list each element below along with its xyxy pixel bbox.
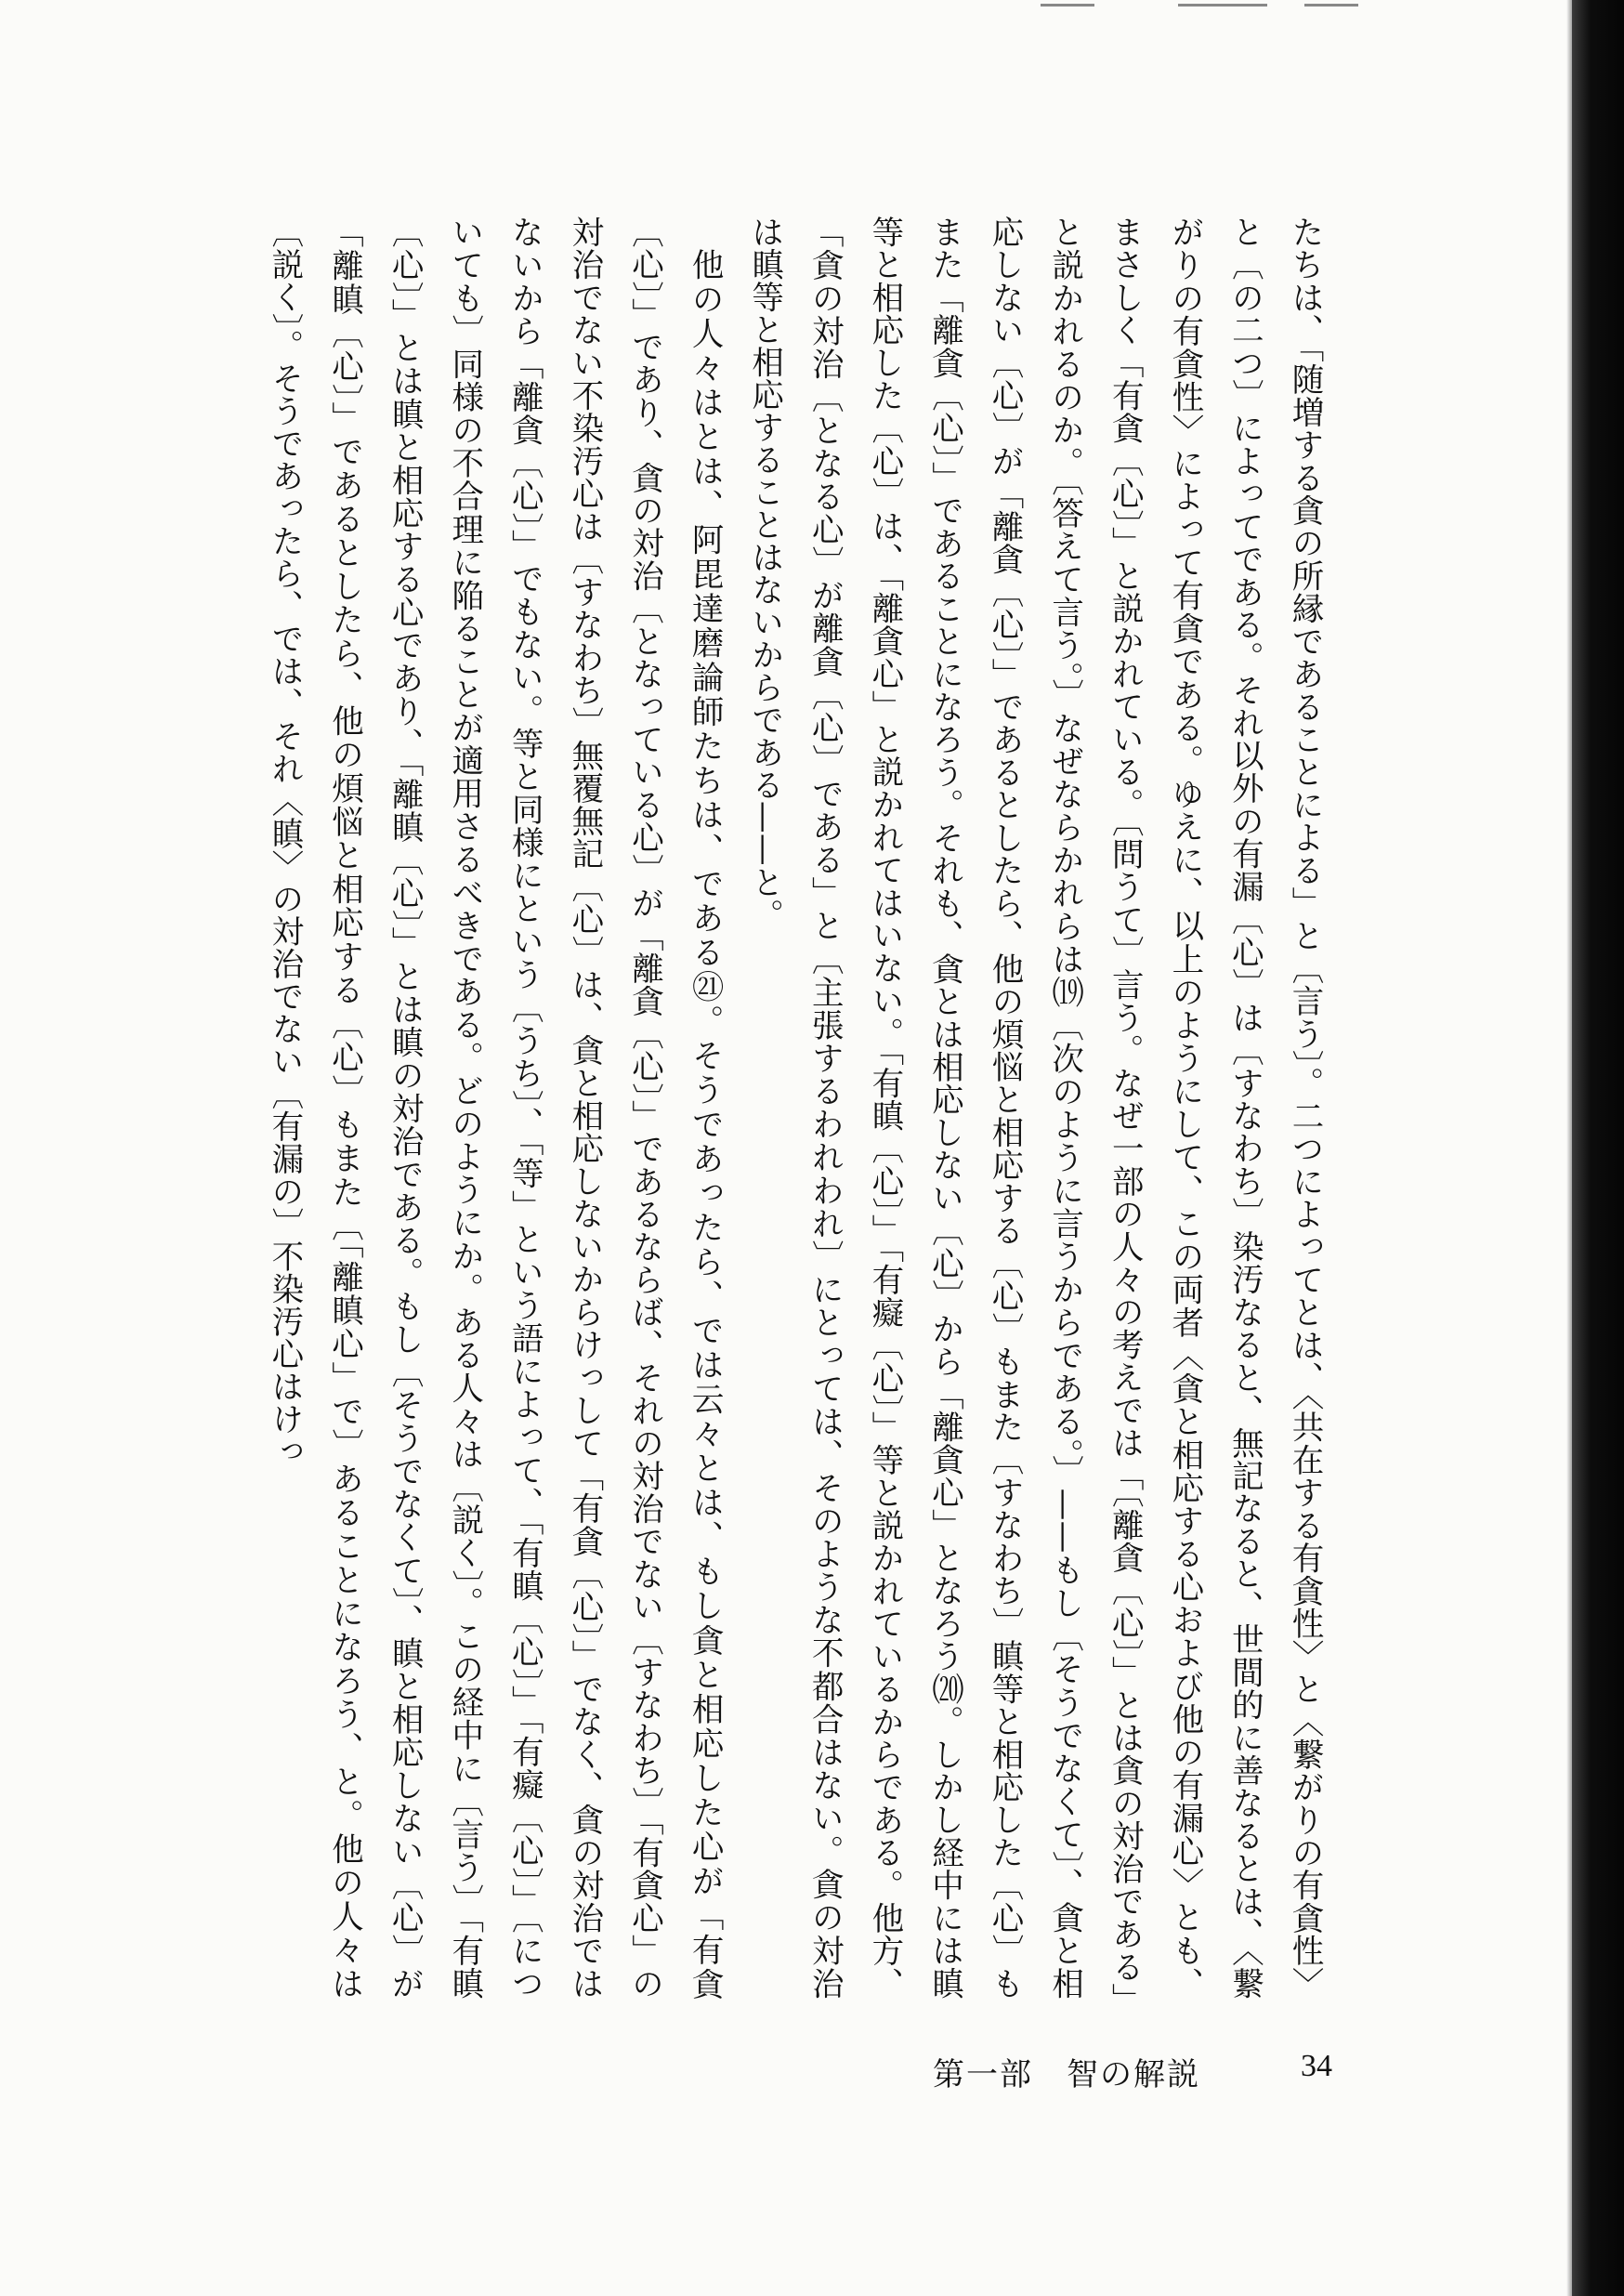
page-footer [933, 2049, 1332, 2093]
vertical-body-text [108, 216, 1334, 2000]
running-title: 第一部 智の解説 [933, 2056, 1200, 2093]
paragraph: 他の人々はとは、阿毘達磨論師たちは、である㉑。そうであったら、では云々とは、もし貪と相応した心が「有貪〔心〕」であり、貪の対治〔となっている心〕が「離貪〔心〕」であるならば、それの対治でない〔すなわち〕「有貪心」の対治でない不染汚心は〔すなわち〕無覆無記〔心〕は、貪と相応しないからけっして「有貪〔心〕」でなく、貪の対治ではないから「離貪〔心〕」でもない。等と同様にという〔うち〕、「等」という語によって、「有瞋〔心〕」「有癡〔心〕」〔についても〕同様の不合理に陥ることが適用さるべきである。どのようにか。ある人々は〔説く〕。この経中に〔言う〕「有瞋〔心〕」とは瞋と相応する心であり、「離瞋〔心〕」とは瞋の対治である。もし〔そうでなくて〕、瞋と相応しない〔心〕が「離瞋〔心〕」であるとしたら、他の煩悩と相応する〔心〕もまた〔「離瞋心」で〕あることになろう、と。他の人々は〔説く〕。そうであったら、では、それ〈瞋〉の対治でない〔有漏の〕不染汚心はけっ [265, 216, 724, 2000]
scan-mark [1178, 4, 1267, 7]
scan-mark [1041, 4, 1094, 7]
book-binding-edge [1572, 0, 1624, 2296]
paragraph: たちは、「随増する貪の所縁であることによる」と〔言う〕。二つによってとは、〈共在する有貪性〉と〈繋がりの有貪性〉と〔の二つ〕によってである。それ以外の有漏〔心〕は〔すなわち〕染汚なると、無記なると、世間的に善なるとは、〈繋がりの有貪性〉によって有貪である。ゆえに、以上のようにして、この両者〈貪と相応する心および他の有漏心〉とも、まさしく「有貪〔心〕」と説かれている。〔問うて〕言う。なぜ一部の人々の考えでは「〔離貪〔心〕」とは貪の対治である」と説かれるのか。〔答えて言う。〕なぜならかれらは⒆〔次のように言うからである。〕——もし〔そうでなくて〕、貪と相応しない〔心〕が「離貪〔心〕」であるとしたら、他の煩悩と相応する〔心〕もまた〔すなわち〕瞋等と相応した〔心〕もまた「離貪〔心〕」であることになろう。それも、貪とは相応しない〔心〕から「離貪心」となろう⒇。しかし経中には瞋等と相応した〔心〕は、「離貪心」と説かれてはいない。「有瞋〔心〕」「有癡〔心〕」等と説かれているからである。他方、「貪の対治〔となる心〕が離貪〔心〕である」と〔主張するわれわれ〕にとっては、そのような不都合はない。貪の対治は瞋等と相応することはないからである——と。 [745, 216, 1323, 2000]
scan-mark [1304, 4, 1358, 7]
page-number: 34 [1301, 2049, 1332, 2083]
